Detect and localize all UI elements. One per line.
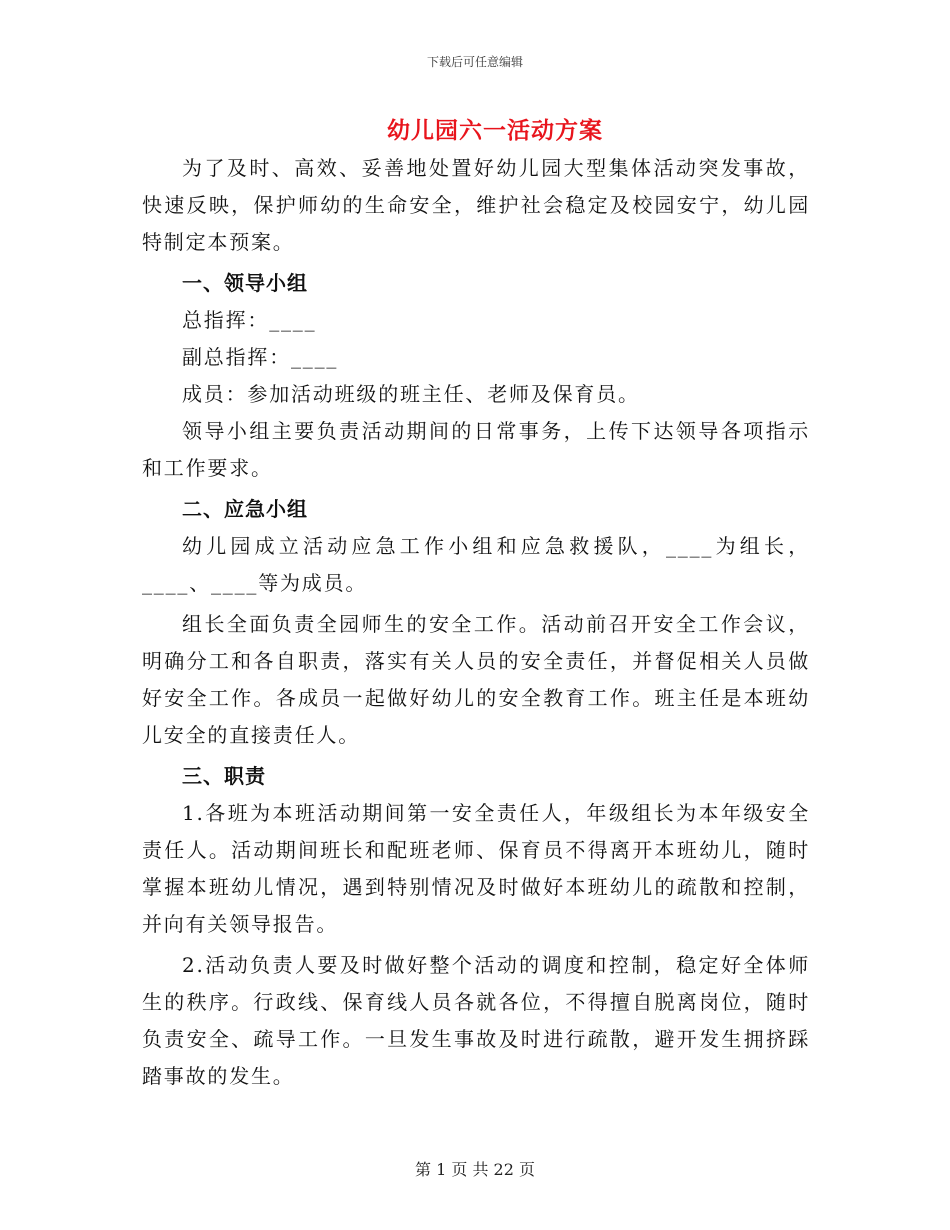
duty-item-2: 2.活动负责人要及时做好整个活动的调度和控制，稳定好全体师生的秩序。行政线、保育线人员各就各位，不得擅自脱离岗位，随时负责安全、疏导工作。一旦发生事故及时进行疏散，避开发生拥挤踩踏事故的发生。 (142, 953, 810, 1088)
commander-line: 总指挥：____ (182, 308, 317, 332)
emergency-team-paragraph: 幼儿园成立活动应急工作小组和应急救援队，____为组长，____、____等为成员。 (142, 534, 810, 595)
intro-paragraph: 为了及时、高效、妥善地处置好幼儿园大型集体活动突发事故，快速反映，保护师幼的生命安全，维护社会稳定及校园安宁，幼儿园特制定本预案。 (142, 156, 810, 254)
duty-item-1: 1.各班为本班活动期间第一安全责任人，年级组长为本年级安全责任人。活动期间班长和配班老师、保育员不得离开本班幼儿，随时掌握本班幼儿情况，遇到特别情况及时做好本班幼儿的疏散和控制，并向有关领导报告。 (142, 801, 810, 936)
section-heading-duties: 三、职责 (182, 764, 266, 788)
leader-duty-paragraph: 领导小组主要负责活动期间的日常事务，上传下达领导各项指示和工作要求。 (142, 419, 810, 480)
vice-commander-line: 副总指挥：____ (182, 345, 339, 369)
document-body (142, 150, 810, 1095)
members-line: 成员：参加活动班级的班主任、老师及保育员。 (182, 382, 640, 406)
section-heading-emergency: 二、应急小组 (182, 497, 308, 521)
page-number: 第 1 页 共 22 页 (415, 1160, 535, 1179)
team-leader-duty-paragraph: 组长全面负责全园师生的安全工作。活动前召开安全工作会议，明确分工和各自职责，落实有关人员的安全责任，并督促相关人员做好安全工作。各成员一起做好幼儿的安全教育工作。班主任是本班幼儿安全的直接责任人。 (142, 612, 810, 747)
section-heading-leadership: 一、领导小组 (182, 271, 308, 295)
header-note: 下载后可任意编辑 (426, 55, 523, 69)
document-title: 幼儿园六一活动方案 (387, 117, 603, 144)
